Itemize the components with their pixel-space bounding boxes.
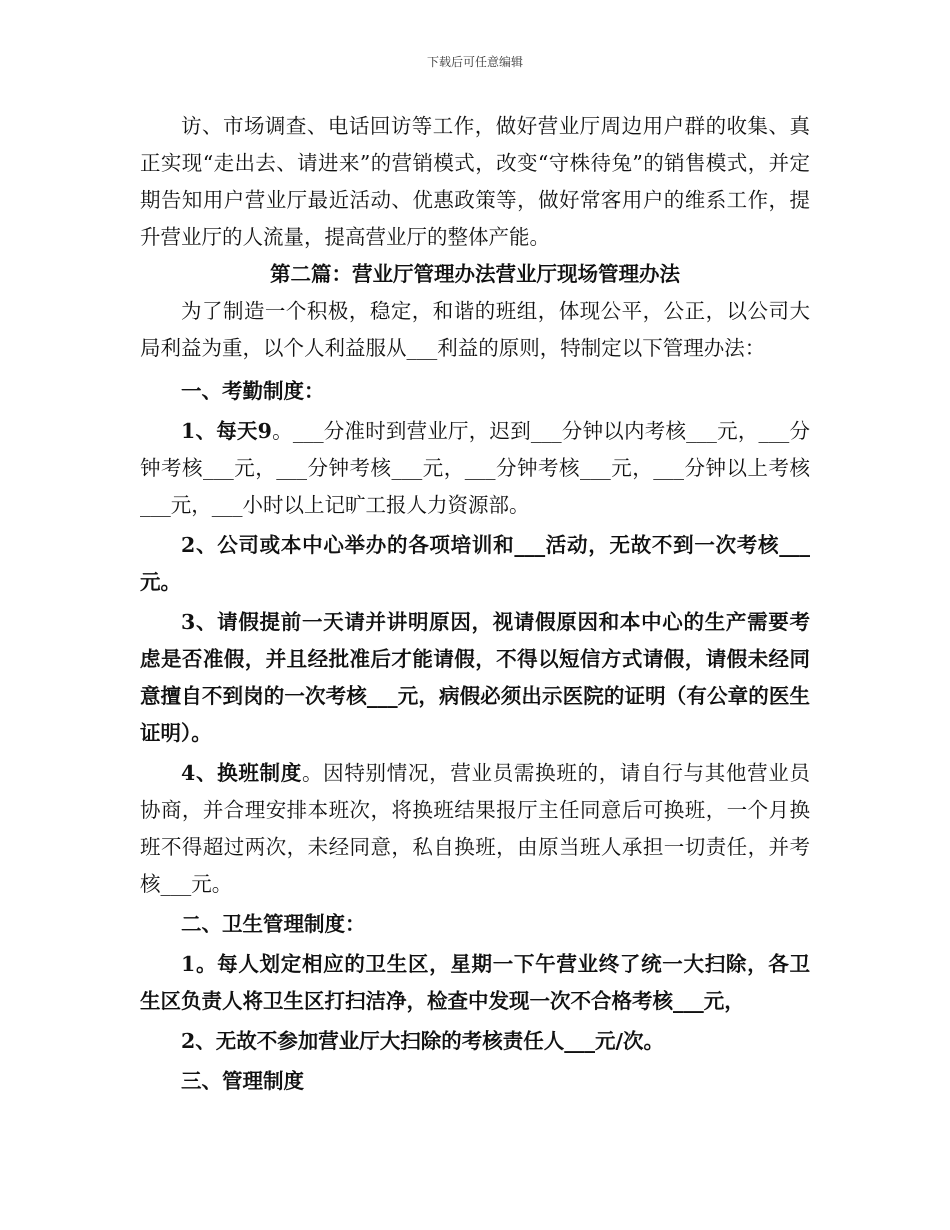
attendance-item-1 bbox=[140, 413, 810, 524]
attendance-item-1-lead: 1、每天9 bbox=[181, 419, 272, 443]
attendance-item-4 bbox=[140, 755, 810, 903]
hygiene-item-1: 1。每人划定相应的卫生区，星期一下午营业终了统一大扫除，各卫生区负责人将卫生区打扫洁净，检查中发现一次不合格考核___元， bbox=[140, 952, 810, 1013]
hygiene-item-2: 2、无故不参加营业厅大扫除的考核责任人___元/次。 bbox=[181, 1029, 664, 1053]
section-title: 第二篇：营业厅管理办法营业厅现场管理办法 bbox=[270, 262, 680, 286]
attendance-item-3: 3、请假提前一天请并讲明原因，视请假原因和本中心的生产需要考虑是否准假，并且经批准后才能请假，不得以短信方式请假，请假未经同意擅自不到岗的一次考核___元，病假必须出示医院的证明（有公章的医生证明）。 bbox=[140, 610, 810, 745]
attendance-item-1-text: 。___分准时到营业厅，迟到___分钟以内考核___元，___分钟考核___元，___分钟考核___元，___分钟考核___元，___分钟以上考核___元，___小时以上记旷工报人力资源部。 bbox=[140, 419, 811, 517]
attendance-item-2: 2、公司或本中心举办的各项培训和___活动，无故不到一次考核___元。 bbox=[140, 533, 810, 594]
management-heading: 三、管理制度 bbox=[181, 1069, 304, 1093]
intro-paragraph: 为了制造一个积极，稳定，和谐的班组，体现公平，公正，以公司大局利益为重，以个人利益服从___利益的原则，特制定以下管理办法： bbox=[140, 299, 810, 360]
document-body bbox=[140, 108, 810, 1100]
attendance-item-4-lead: 4、换班制度 bbox=[181, 761, 302, 785]
continuation-paragraph: 访、市场调查、电话回访等工作，做好营业厅周边用户群的收集、真正实现“走出去、请进来”的营销模式，改变“守株待兔”的销售模式，并定期告知用户营业厅最近活动、优惠政策等，做好常客用户的维系工作，提升营业厅的人流量，提高营业厅的整体产能。 bbox=[140, 114, 810, 249]
hygiene-heading: 二、卫生管理制度： bbox=[181, 912, 366, 936]
attendance-item-4-text: 。因特别情况，营业员需换班的，请自行与其他营业员协商，并合理安排本班次，将换班结果报厅主任同意后可换班，一个月换班不得超过两次，未经同意，私自换班，由原当班人承担一切责任，并考核___元。 bbox=[140, 761, 810, 896]
running-header: 下载后可任意编辑 bbox=[426, 55, 523, 69]
attendance-heading: 一、考勤制度： bbox=[181, 379, 325, 403]
